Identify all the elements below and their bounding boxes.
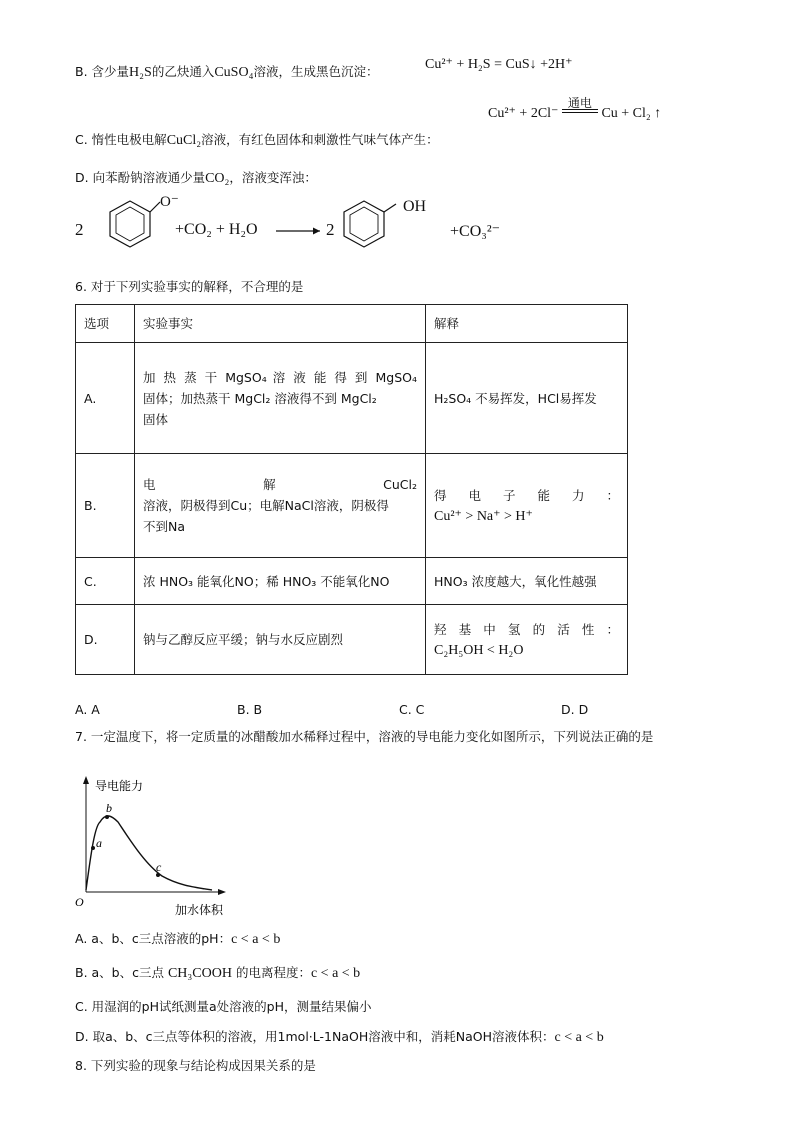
- reaction-arrow-icon: [276, 226, 324, 236]
- option-d-text2: ，溶液变浑浊：: [229, 170, 317, 185]
- formula-co2: CO₂: [205, 171, 230, 186]
- table-row: [76, 343, 628, 454]
- option-b-text2: 的乙炔通入: [151, 64, 215, 79]
- reaction-coef-2: 2: [326, 220, 335, 239]
- q7-a-text: A. a、b、c三点溶液的pH：: [75, 931, 232, 946]
- row-b-fact-l3: 不到Na: [143, 519, 186, 534]
- row-d-option: D.: [76, 605, 135, 675]
- row-c-option: C.: [76, 558, 135, 605]
- row-d-exp-l2: C₂H₅OH < H₂O: [434, 642, 524, 658]
- header-fact: 实验事实: [135, 305, 426, 343]
- option-b-text: B. 含少量: [75, 64, 130, 79]
- eq-left: Cu²⁺ + 2Cl⁻: [488, 106, 559, 121]
- row-a-fact-l3: 固体: [143, 411, 169, 427]
- benzene-ring-phenol: [322, 190, 412, 260]
- reaction-reagents: +CO₂ + H₂O: [175, 221, 258, 238]
- formula-ch3cooh: CH₃COOH: [167, 966, 232, 981]
- formula-cuso4: CuSO₄: [214, 65, 254, 80]
- point-c-label: c: [156, 860, 162, 874]
- q7-d-text: D. 取a、b、c三点等体积的溶液，用1mol·L-1NaOH溶液中和，消耗NaOH溶液体积：: [75, 1029, 555, 1044]
- reaction-product-carbonate: +CO₃²⁻: [450, 223, 501, 240]
- q6-choice-b[interactable]: B. B: [237, 702, 263, 717]
- eq-condition: [562, 96, 598, 117]
- q7-b-text2: 的电离程度：: [231, 965, 311, 980]
- option-d-text: D. 向苯酚钠溶液通少量: [75, 170, 206, 185]
- row-b-fact-l1: 电 解 CuCl₂: [143, 477, 417, 492]
- q7-option-a[interactable]: [75, 929, 280, 948]
- reaction-coef-1: 2: [75, 220, 84, 239]
- q6-choice-a[interactable]: A. A: [75, 702, 100, 717]
- q7-option-d[interactable]: [75, 1027, 604, 1046]
- row-d-exp-l1: 羟 基 中 氢 的 活 性 ：: [434, 621, 619, 637]
- x-axis-label: 加水体积: [175, 903, 224, 917]
- option-c-equation: [488, 96, 662, 122]
- option-c-line: [75, 130, 439, 149]
- row-a-explanation: H₂SO₄ 不易挥发，HCl易挥发: [426, 343, 628, 454]
- row-b-exp-l1: 得 电 子 能 力 ：: [434, 487, 619, 503]
- table-row: [76, 454, 628, 558]
- row-c-explanation: HNO₃ 浓度越大，氧化性越强: [426, 558, 628, 605]
- q7-a-formula: c < a < b: [231, 932, 281, 947]
- row-d-explanation: [426, 605, 628, 675]
- origin-label: O: [75, 895, 84, 909]
- phenol-oh: OH: [403, 198, 427, 215]
- row-b-option: B.: [76, 454, 135, 558]
- row-a-fact-l1: 加 热 蒸 干 MgSO₄ 溶 液 能 得 到 MgSO₄: [143, 369, 417, 385]
- question-6-title: 6. 对于下列实验事实的解释，不合理的是: [75, 279, 304, 294]
- formula-h2s: H₂S: [129, 65, 152, 80]
- row-a-fact-l2: 固体；加热蒸干 MgCl₂ 溶液得不到 MgCl₂: [143, 390, 377, 406]
- eq-condition-text: 通电: [567, 96, 592, 110]
- table-row: [76, 558, 628, 605]
- row-b-exp-l2: Cu²⁺ > Na⁺ > H⁺: [434, 508, 533, 524]
- row-b-fact: [135, 454, 426, 558]
- formula-cucl2: CuCl₂: [166, 133, 202, 148]
- table-row: [76, 605, 628, 675]
- row-d-fact: 钠与乙醇反应平缓；钠与水反应剧烈: [135, 605, 426, 675]
- q7-option-c[interactable]: [75, 997, 372, 1015]
- q7-d-formula: c < a < b: [554, 1030, 604, 1045]
- header-option: 选项: [76, 305, 135, 343]
- option-b-text3: 溶液，生成黑色沉淀：: [253, 64, 379, 79]
- option-b-line: [75, 62, 378, 81]
- row-b-explanation: [426, 454, 628, 558]
- q7-b-text: B. a、b、c三点: [75, 965, 168, 980]
- question-7-title: 7. 一定温度下，将一定质量的冰醋酸加水稀释过程中，溶液的导电能力变化如图所示，下列说法正确的是: [75, 729, 654, 744]
- conductivity-graph: [70, 772, 250, 922]
- option-d-line: [75, 168, 317, 187]
- q7-c-text: C. 用湿润的pH试纸测量a处溶液的pH，测量结果偏小: [75, 999, 372, 1014]
- option-b-equation: Cu²⁺ + H₂S = CuS↓ +2H⁺: [425, 57, 573, 72]
- table-header-row: [76, 305, 628, 343]
- option-c-text: C. 惰性电极电解: [75, 132, 167, 147]
- y-axis-label: 导电能力: [95, 779, 144, 793]
- benzene-ring-phenoxide: [88, 190, 168, 260]
- point-a-label: a: [96, 836, 102, 850]
- phenoxide-o-minus: O⁻: [160, 194, 179, 210]
- row-c-fact: 浓 HNO₃ 能氧化NO；稀 HNO₃ 不能氧化NO: [135, 558, 426, 605]
- eq-right: Cu + Cl₂ ↑: [601, 106, 662, 121]
- row-b-fact-l2: 溶液，阴极得到Cu；电解NaCl溶液，阴极得: [143, 498, 389, 513]
- q7-b-formula: c < a < b: [310, 966, 361, 981]
- question-8-title: 8. 下列实验的现象与结论构成因果关系的是: [75, 1058, 316, 1073]
- q6-choice-d[interactable]: D. D: [561, 702, 589, 717]
- option-c-text2: 溶液，有红色固体和刺激性气味气体产生：: [201, 132, 439, 147]
- point-b-label: b: [106, 801, 112, 815]
- q6-choice-c[interactable]: C. C: [399, 702, 425, 717]
- row-a-option: A.: [76, 343, 135, 454]
- q7-option-b[interactable]: [75, 963, 360, 982]
- question-6-table: [75, 304, 628, 675]
- header-explanation: 解释: [426, 305, 628, 343]
- row-a-fact: [135, 343, 426, 454]
